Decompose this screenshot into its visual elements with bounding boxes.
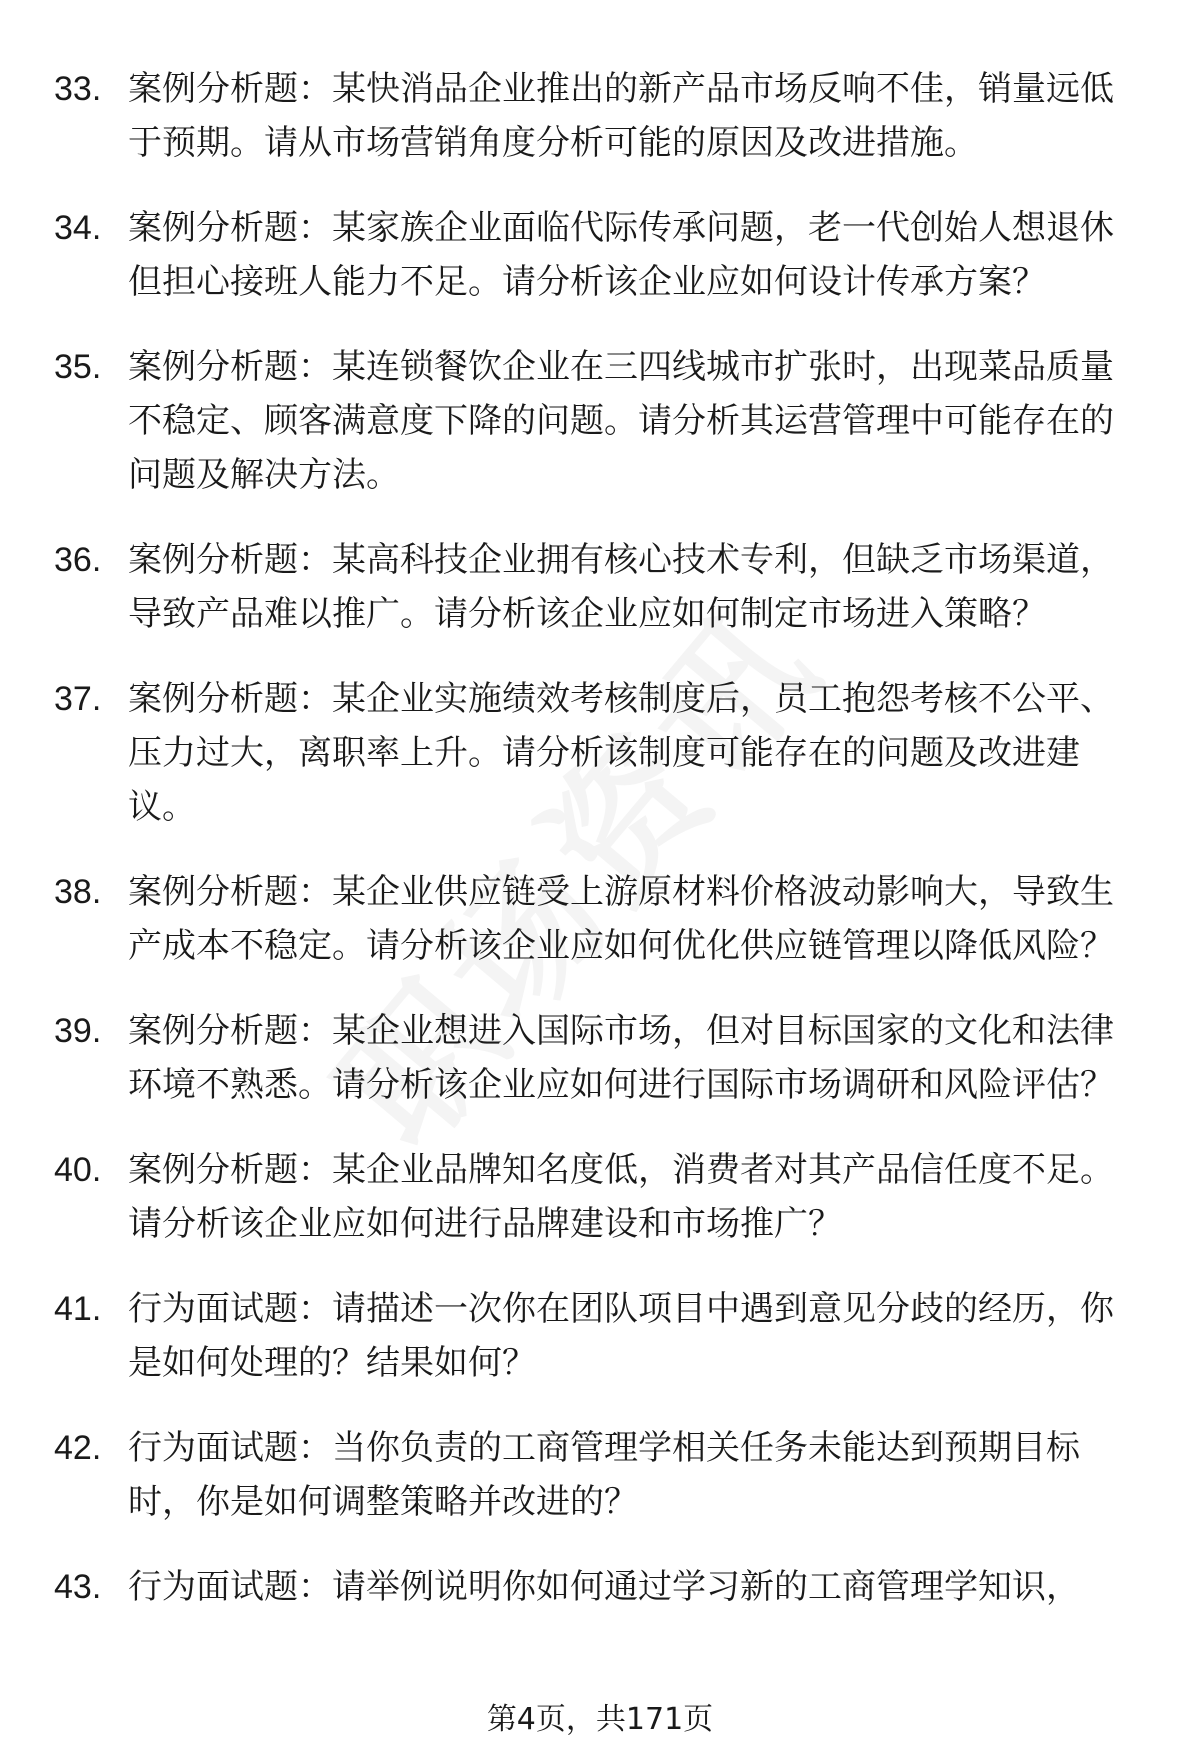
question-text: 案例分析题：某企业品牌知名度低，消费者对其产品信任度不足。请分析该企业应如何进行品牌建设和市场推广？ xyxy=(128,1150,1114,1244)
question-text: 案例分析题：某连锁餐饮企业在三四线城市扩张时，出现菜品质量不稳定、顾客满意度下降的问题。请分析其运营管理中可能存在的问题及解决方法。 xyxy=(128,347,1114,495)
question-item xyxy=(0,340,1200,502)
question-number: 37. xyxy=(54,680,102,718)
page-number-label: 第4页，共171页 xyxy=(486,1702,714,1737)
question-list xyxy=(0,62,1200,1645)
question-text: 案例分析题：某企业供应链受上游原材料价格波动影响大，导致生产成本不稳定。请分析该企业应如何优化供应链管理以降低风险？ xyxy=(128,872,1114,966)
question-item xyxy=(0,201,1200,309)
question-number: 42. xyxy=(54,1429,102,1467)
question-text: 案例分析题：某家族企业面临代际传承问题，老一代创始人想退休但担心接班人能力不足。请分析该企业应如何设计传承方案？ xyxy=(128,208,1114,302)
question-number: 39. xyxy=(54,1012,102,1050)
question-item xyxy=(0,865,1200,973)
question-item xyxy=(0,672,1200,834)
question-item xyxy=(0,533,1200,641)
question-item xyxy=(0,1421,1200,1529)
question-item xyxy=(0,1282,1200,1390)
page-footer xyxy=(0,1700,1200,1740)
question-text: 行为面试题：请举例说明你如何通过学习新的工商管理学知识， xyxy=(128,1567,1080,1607)
question-number: 35. xyxy=(54,348,102,386)
question-text: 案例分析题：某企业想进入国际市场，但对目标国家的文化和法律环境不熟悉。请分析该企业应如何进行国际市场调研和风险评估？ xyxy=(128,1011,1114,1105)
question-number: 36. xyxy=(54,541,102,579)
question-text: 案例分析题：某企业实施绩效考核制度后，员工抱怨考核不公平、压力过大，离职率上升。请分析该制度可能存在的问题及改进建议。 xyxy=(128,679,1114,827)
question-text: 行为面试题：请描述一次你在团队项目中遇到意见分歧的经历，你是如何处理的？结果如何？ xyxy=(128,1289,1114,1383)
question-text: 案例分析题：某快消品企业推出的新产品市场反响不佳，销量远低于预期。请从市场营销角度分析可能的原因及改进措施。 xyxy=(128,69,1114,163)
question-text: 案例分析题：某高科技企业拥有核心技术专利，但缺乏市场渠道，导致产品难以推广。请分析该企业应如何制定市场进入策略？ xyxy=(128,540,1114,634)
question-number: 33. xyxy=(54,70,102,108)
question-number: 38. xyxy=(54,873,102,911)
question-number: 40. xyxy=(54,1151,102,1189)
question-item xyxy=(0,62,1200,170)
question-item xyxy=(0,1004,1200,1112)
question-text: 行为面试题：当你负责的工商管理学相关任务未能达到预期目标时，你是如何调整策略并改进的？ xyxy=(128,1428,1080,1522)
question-item xyxy=(0,1560,1200,1614)
question-number: 34. xyxy=(54,209,102,247)
question-number: 41. xyxy=(54,1290,102,1328)
question-item xyxy=(0,1143,1200,1251)
question-number: 43. xyxy=(54,1568,102,1606)
